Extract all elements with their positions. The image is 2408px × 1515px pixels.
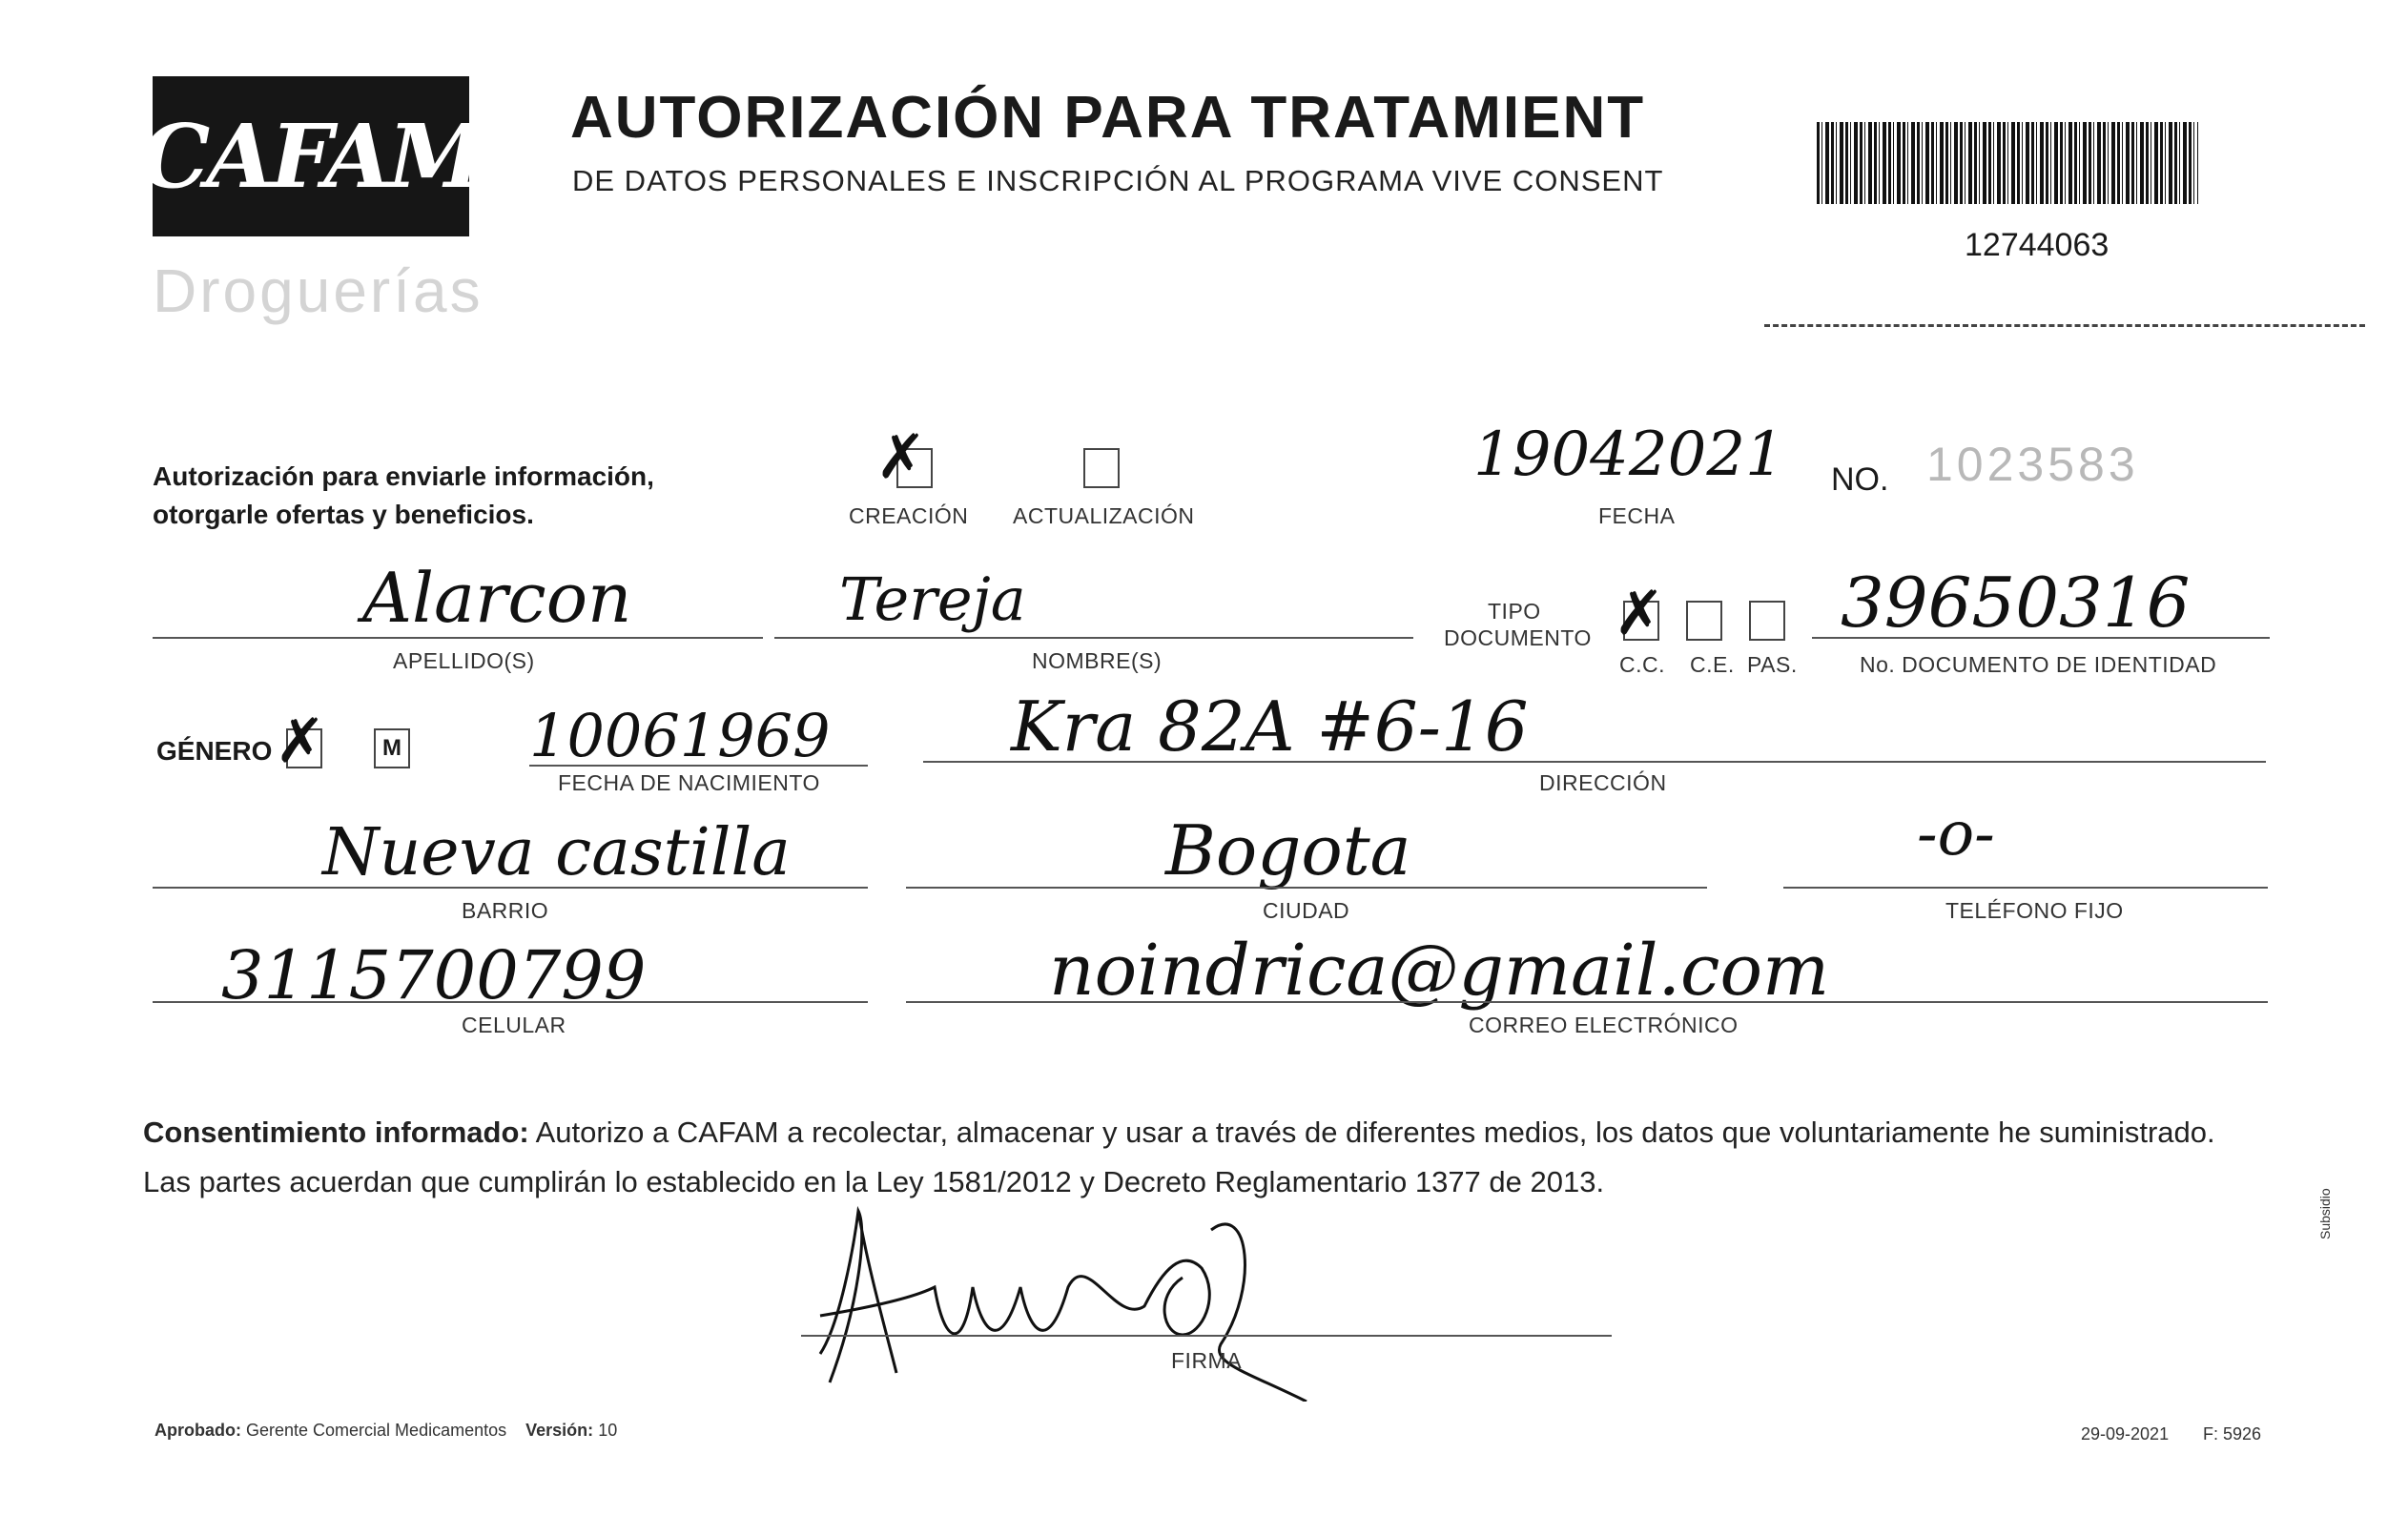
nacimiento-line xyxy=(529,765,868,767)
no-value: 1023583 xyxy=(1926,438,2139,491)
actualizacion-label: ACTUALIZACIÓN xyxy=(1013,503,1195,528)
ce-checkbox[interactable] xyxy=(1686,601,1722,641)
correo-value: noindrica@gmail.com xyxy=(1049,930,1830,1012)
genero-m-checkbox[interactable] xyxy=(374,728,410,768)
footer-date: 29-09-2021 xyxy=(2081,1424,2170,1443)
apellido-label: APELLIDO(S) xyxy=(393,648,535,673)
barrio-value: Nueva castilla xyxy=(322,815,791,891)
consent-text-2: Las partes acuerdan que cumplirán lo establecido en la Ley 1581/2012 y Decreto Reglamentario 1377 de 2013. xyxy=(143,1165,1605,1198)
ciudad-value: Bogota xyxy=(1165,810,1411,891)
direccion-line xyxy=(923,761,2266,763)
firma-label: FIRMA xyxy=(1171,1348,1243,1373)
barrio-line xyxy=(153,887,868,889)
genero-label: GÉNERO xyxy=(156,736,273,766)
nombre-value: Tereja xyxy=(839,564,1026,634)
documento-line xyxy=(1812,637,2270,639)
ce-label: C.E. xyxy=(1690,652,1735,677)
nombre-line xyxy=(774,637,1413,639)
correo-line xyxy=(906,1001,2268,1003)
cafam-logo xyxy=(140,76,482,236)
actualizacion-checkbox[interactable] xyxy=(1083,448,1120,488)
pas-checkbox[interactable] xyxy=(1749,601,1785,641)
side-text: Subsidio xyxy=(2317,1188,2333,1239)
form-title: AUTORIZACIÓN PARA TRATAMIENT xyxy=(570,85,1646,151)
apellido-value: Alarcon xyxy=(362,558,632,638)
telefono-value: -o- xyxy=(1917,799,1995,870)
consent-text-1: Autorizo a CAFAM a recolectar, almacenar y usar a través de diferentes medios, los datos que voluntariamente he suministrado. xyxy=(528,1116,2215,1149)
logo-text: CAFAM xyxy=(140,105,482,208)
dashed-separator xyxy=(1764,324,2365,327)
genero-m-label: M xyxy=(382,735,401,761)
celular-label: CELULAR xyxy=(462,1013,566,1037)
direccion-value: Kra 82A #6-16 xyxy=(1011,686,1529,767)
barcode xyxy=(1817,122,2198,204)
tipo-label: TIPO xyxy=(1488,599,1541,624)
aprobado-value: Gerente Comercial Medicamentos xyxy=(246,1421,507,1440)
cc-check-mark: ✗ xyxy=(1614,579,1665,649)
consent-heading: Consentimiento informado: xyxy=(143,1116,529,1149)
barrio-label: BARRIO xyxy=(462,898,549,923)
no-label: NO. xyxy=(1831,461,1889,498)
nacimiento-label: FECHA DE NACIMIENTO xyxy=(558,770,820,795)
celular-value: 3115700799 xyxy=(221,936,647,1014)
firma-line xyxy=(801,1335,1612,1337)
genero-check-mark: ✗ xyxy=(275,706,326,777)
pas-label: PAS. xyxy=(1747,652,1798,677)
creacion-check-mark: ✗ xyxy=(875,422,927,493)
barcode-number: 12744063 xyxy=(1965,227,2110,263)
nombre-label: NOMBRE(S) xyxy=(1032,648,1163,673)
footer-code: F: 5926 xyxy=(2203,1424,2262,1443)
telefono-line xyxy=(1783,887,2268,889)
ciudad-label: CIUDAD xyxy=(1263,898,1350,923)
nacimiento-value: 10061969 xyxy=(529,701,831,770)
footer-left xyxy=(154,1421,617,1441)
intro-text xyxy=(153,458,654,534)
cc-label: C.C. xyxy=(1619,652,1665,677)
direccion-label: DIRECCIÓN xyxy=(1539,770,1667,795)
version-label: Versión: xyxy=(525,1421,594,1440)
celular-line xyxy=(153,1001,868,1003)
consent-line-1 xyxy=(143,1108,2289,1157)
apellido-line xyxy=(153,637,763,639)
documento-value: 39650316 xyxy=(1841,563,2191,643)
correo-label: CORREO ELECTRÓNICO xyxy=(1469,1013,1739,1037)
creacion-label: CREACIÓN xyxy=(849,503,969,528)
telefono-label: TELÉFONO FIJO xyxy=(1945,898,2124,923)
aprobado-label: Aprobado: xyxy=(154,1421,241,1440)
intro-line-2: otorgarle ofertas y beneficios. xyxy=(153,500,534,529)
fecha-value: 19042021 xyxy=(1473,420,1784,490)
form-subtitle: DE DATOS PERSONALES E INSCRIPCIÓN AL PROGRAMA VIVE CONSENT xyxy=(572,164,1664,197)
ciudad-line xyxy=(906,887,1707,889)
documento-label: No. DOCUMENTO DE IDENTIDAD xyxy=(1860,652,2217,677)
intro-line-1: Autorización para enviarle información, xyxy=(153,461,654,491)
version-value: 10 xyxy=(598,1421,618,1440)
documento-type-label: DOCUMENTO xyxy=(1444,625,1592,650)
fecha-label: FECHA xyxy=(1598,503,1676,528)
logo-subtitle: Droguerías xyxy=(153,256,484,325)
signature xyxy=(801,1192,1411,1402)
